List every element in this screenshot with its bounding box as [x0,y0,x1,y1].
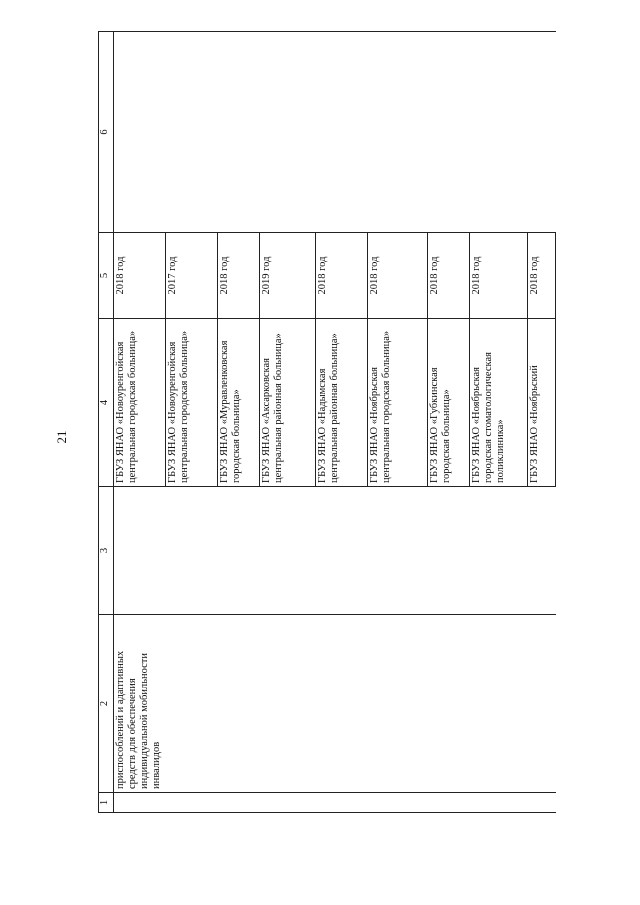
cell-organization: ГБУЗ ЯНАО «Губкинская городская больница» [428,319,470,487]
cell-organization: ГБУЗ ЯНАО «Ноябрьская центральная городская больница» [368,319,428,487]
cell-measure: приспособлений и адаптивных средств для обеспечения индивидуальной мобильности инвалидов [114,615,556,793]
cell-col3 [114,487,556,615]
cell-year: 2018 год [316,233,368,319]
cell-year: 2018 год [470,233,528,319]
cell-year: 2018 год [114,233,166,319]
column-header: 2 [99,615,114,793]
column-header: 6 [99,32,114,233]
cell-year: 2018 год [428,233,470,319]
cell-organization: ГБУЗ ЯНАО «Новоуренгойская центральная городская больница» [166,319,218,487]
measures-table [98,31,556,813]
cell-year: 2017 год [166,233,218,319]
cell-year: 2018 год [528,233,556,319]
column-header: 3 [99,487,114,615]
table-header-row [99,32,114,813]
cell-organization: ГБУЗ ЯНАО «Надымская центральная районная больница» [316,319,368,487]
cell-organization: ГБУЗ ЯНАО «Аксарковская центральная районная больница» [260,319,316,487]
column-header: 1 [99,793,114,813]
cell-year: 2018 год [218,233,260,319]
cell-organization: ГБУЗ ЯНАО «Новоуренгойская центральная городская больница» [114,319,166,487]
cell-year: 2018 год [368,233,428,319]
rotated-table-sheet [98,32,575,813]
cell-organization: ГБУЗ ЯНАО «Ноябрьский [528,319,556,487]
column-header: 5 [99,233,114,319]
column-header: 4 [99,319,114,487]
cell-col6 [114,32,556,233]
page-number: 21 [54,430,69,444]
cell-year: 2019 год [260,233,316,319]
table-row [114,32,166,813]
cell-organization: ГБУЗ ЯНАО «Ноябрьская городская стоматологическая поликлиника» [470,319,528,487]
cell-number [114,793,556,813]
cell-organization: ГБУЗ ЯНАО «Муравленковская городская больница» [218,319,260,487]
